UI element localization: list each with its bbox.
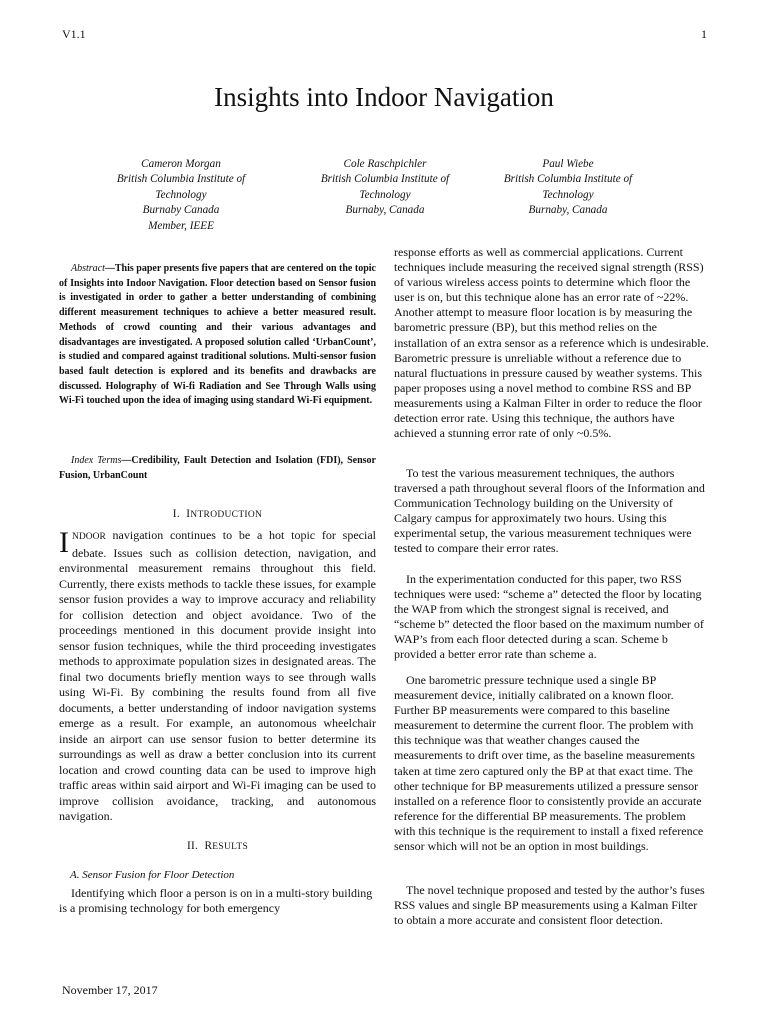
section-title-rest: ESULTS <box>212 842 249 852</box>
subsection-heading: A. Sensor Fusion for Floor Detection <box>70 869 235 881</box>
drop-cap: I <box>59 526 69 559</box>
author-affiliation: Technology <box>155 188 207 201</box>
index-terms-text: —Credibility, Fault Detection and Isolation (FDI), Sensor Fusion, UrbanCount <box>59 455 376 481</box>
author-membership: Member, IEEE <box>148 219 214 232</box>
section-numeral: I. <box>172 508 180 520</box>
abstract-text: —This paper presents five papers that are centered on the topic of Insights into Indoor Navigation. Floor detection based on Sensor fusion is investigated in order to gather a better understanding of combining different measurement techniques to achieve a better measured result. Methods of crowd counting and their various advantages and disadvantages are investigated. A proposed solution called ‘UrbanCount’, is studied and compared against traditional solutions. Multi-sensor fusion based fault detection is explored and its benefits and drawbacks are discussed. Holography of Wi-fi Radiation and See Through Walls using Wi-Fi touched upon the idea of imaging using standard Wi-Fi equipment. <box>59 263 376 407</box>
author-location: Burnaby, Canada <box>345 204 425 217</box>
author-location: Burnaby Canada <box>142 204 220 217</box>
right-column-paragraph: The novel technique proposed and tested by the author’s fuses RSS values and single BP measurements using a Kalman Filter to obtain a more accurate and consistent floor detection. <box>394 883 705 928</box>
author-block <box>285 157 485 219</box>
author-name: Paul Wiebe <box>542 158 594 170</box>
abstract <box>59 262 376 409</box>
author-affiliation: British Columbia Institute of <box>320 173 450 186</box>
page-number: 1 <box>701 27 707 41</box>
version-label: V1.1 <box>62 27 86 41</box>
section-heading-results <box>59 840 376 852</box>
author-affiliation: Technology <box>542 188 594 201</box>
right-column-paragraph: To test the various measurement techniques, the authors traversed a path throughout several floors of the Information and Communication Technology building on the University of Calgary campus for approximately two hours. Using this experimental setup, the various measurement techniques were tested to compare their error rates. <box>394 466 705 556</box>
author-affiliation: British Columbia Institute of <box>116 173 246 186</box>
results-paragraph: Identifying which floor a person is on in a multi-story building is a promising technology for both emergency <box>59 886 373 916</box>
index-terms-label: Index Terms <box>71 455 122 466</box>
first-word-rest: NDOOR <box>72 532 106 542</box>
author-affiliation: Technology <box>359 188 411 201</box>
paper-title: Insights into Indoor Navigation <box>214 82 554 112</box>
section-heading-introduction <box>59 508 376 520</box>
introduction-text: navigation continues to be a hot topic for special debate. Issues such as collision detection, navigation, and environmental measurement remains throughout this field. Currently, there exists methods to tackle these issues, for example sensor fusion provides a way to improve accuracy and reliability for collision detection and object avoidance. Two of the proceedings mentioned in this document provide insight into sensor fusion techniques, while the third proceeding investigates methods to approximate population sizes in designated areas. The final two documents briefly mention ways to see through walls using Wi-Fi. By combining the results found from all five documents, a better understanding of indoor navigation systems emerge as a result. For example, an autonomous wheelchair inside an airport can use sensor fusion to better determine its surroundings as well as draw a better conclusion into its current location and crowd counting data can be used to improve high traffic areas within said airport and Wi-Fi imaging can be used to improve collision avoidance, tracking, and autonomous navigation. <box>59 528 376 823</box>
right-column-paragraph: response efforts as well as commercial applications. Current techniques include measuring the received signal strength (RSS) of various wireless access points to determine which floor the user is on, but this technique alone has an error rate of ~22%. Another attempt to measure floor location is by measuring the barometric pressure (BP), but this method relies on the installation of an extra sensor as a reference which is undesirable. Barometric pressure is unreliable without a reference due to natural fluctuations in pressure caused by weather systems. This paper proposes using a novel method to combine RSS and BP measurements using a Kalman Filter in order to reduce the floor detection error rate. Using this technique, the authors have achieved a stunning error rate of only ~0.5%. <box>394 245 709 441</box>
section-title-rest: NTRODUCTION <box>190 510 263 520</box>
section-numeral: II. <box>186 840 199 852</box>
author-name: Cameron Morgan <box>141 158 221 170</box>
introduction-paragraph <box>59 528 376 825</box>
abstract-label: Abstract <box>71 263 105 274</box>
footer-date: November 17, 2017 <box>62 983 158 997</box>
author-affiliation: British Columbia Institute of <box>503 173 633 186</box>
author-location: Burnaby, Canada <box>528 204 608 217</box>
author-block <box>468 157 668 219</box>
right-column-paragraph: One barometric pressure technique used a single BP measurement device, initially calibrated on a known floor. Further BP measurements were compared to this baseline measurement to determine the current floor. The problem with this technique was that weather changes caused the measurements to drift over time, as the baseline measurements taken at time zero captured only the BP at that exact time. The other technique for BP measurements utilized a pressure sensor installed on a reference floor to consistently provide an accurate reference for the differential BP measurements. The problem with this technique is the requirement to install a fixed reference sensor which will not be an option in most buildings. <box>394 673 704 854</box>
section-title-initial: R <box>204 840 213 852</box>
author-name: Cole Raschpichler <box>343 158 427 170</box>
right-column-paragraph: In the experimentation conducted for this paper, two RSS techniques were used: “scheme a” detected the floor by locating the WAP from which the strongest signal is received, and “scheme b” detected the floor based on the maximum number of WAP’s from each floor detected during a scan. Scheme b provided a better error rate than scheme a. <box>394 572 704 662</box>
author-block <box>81 157 281 234</box>
index-terms <box>59 454 376 483</box>
section-title-initial: I <box>186 508 191 520</box>
